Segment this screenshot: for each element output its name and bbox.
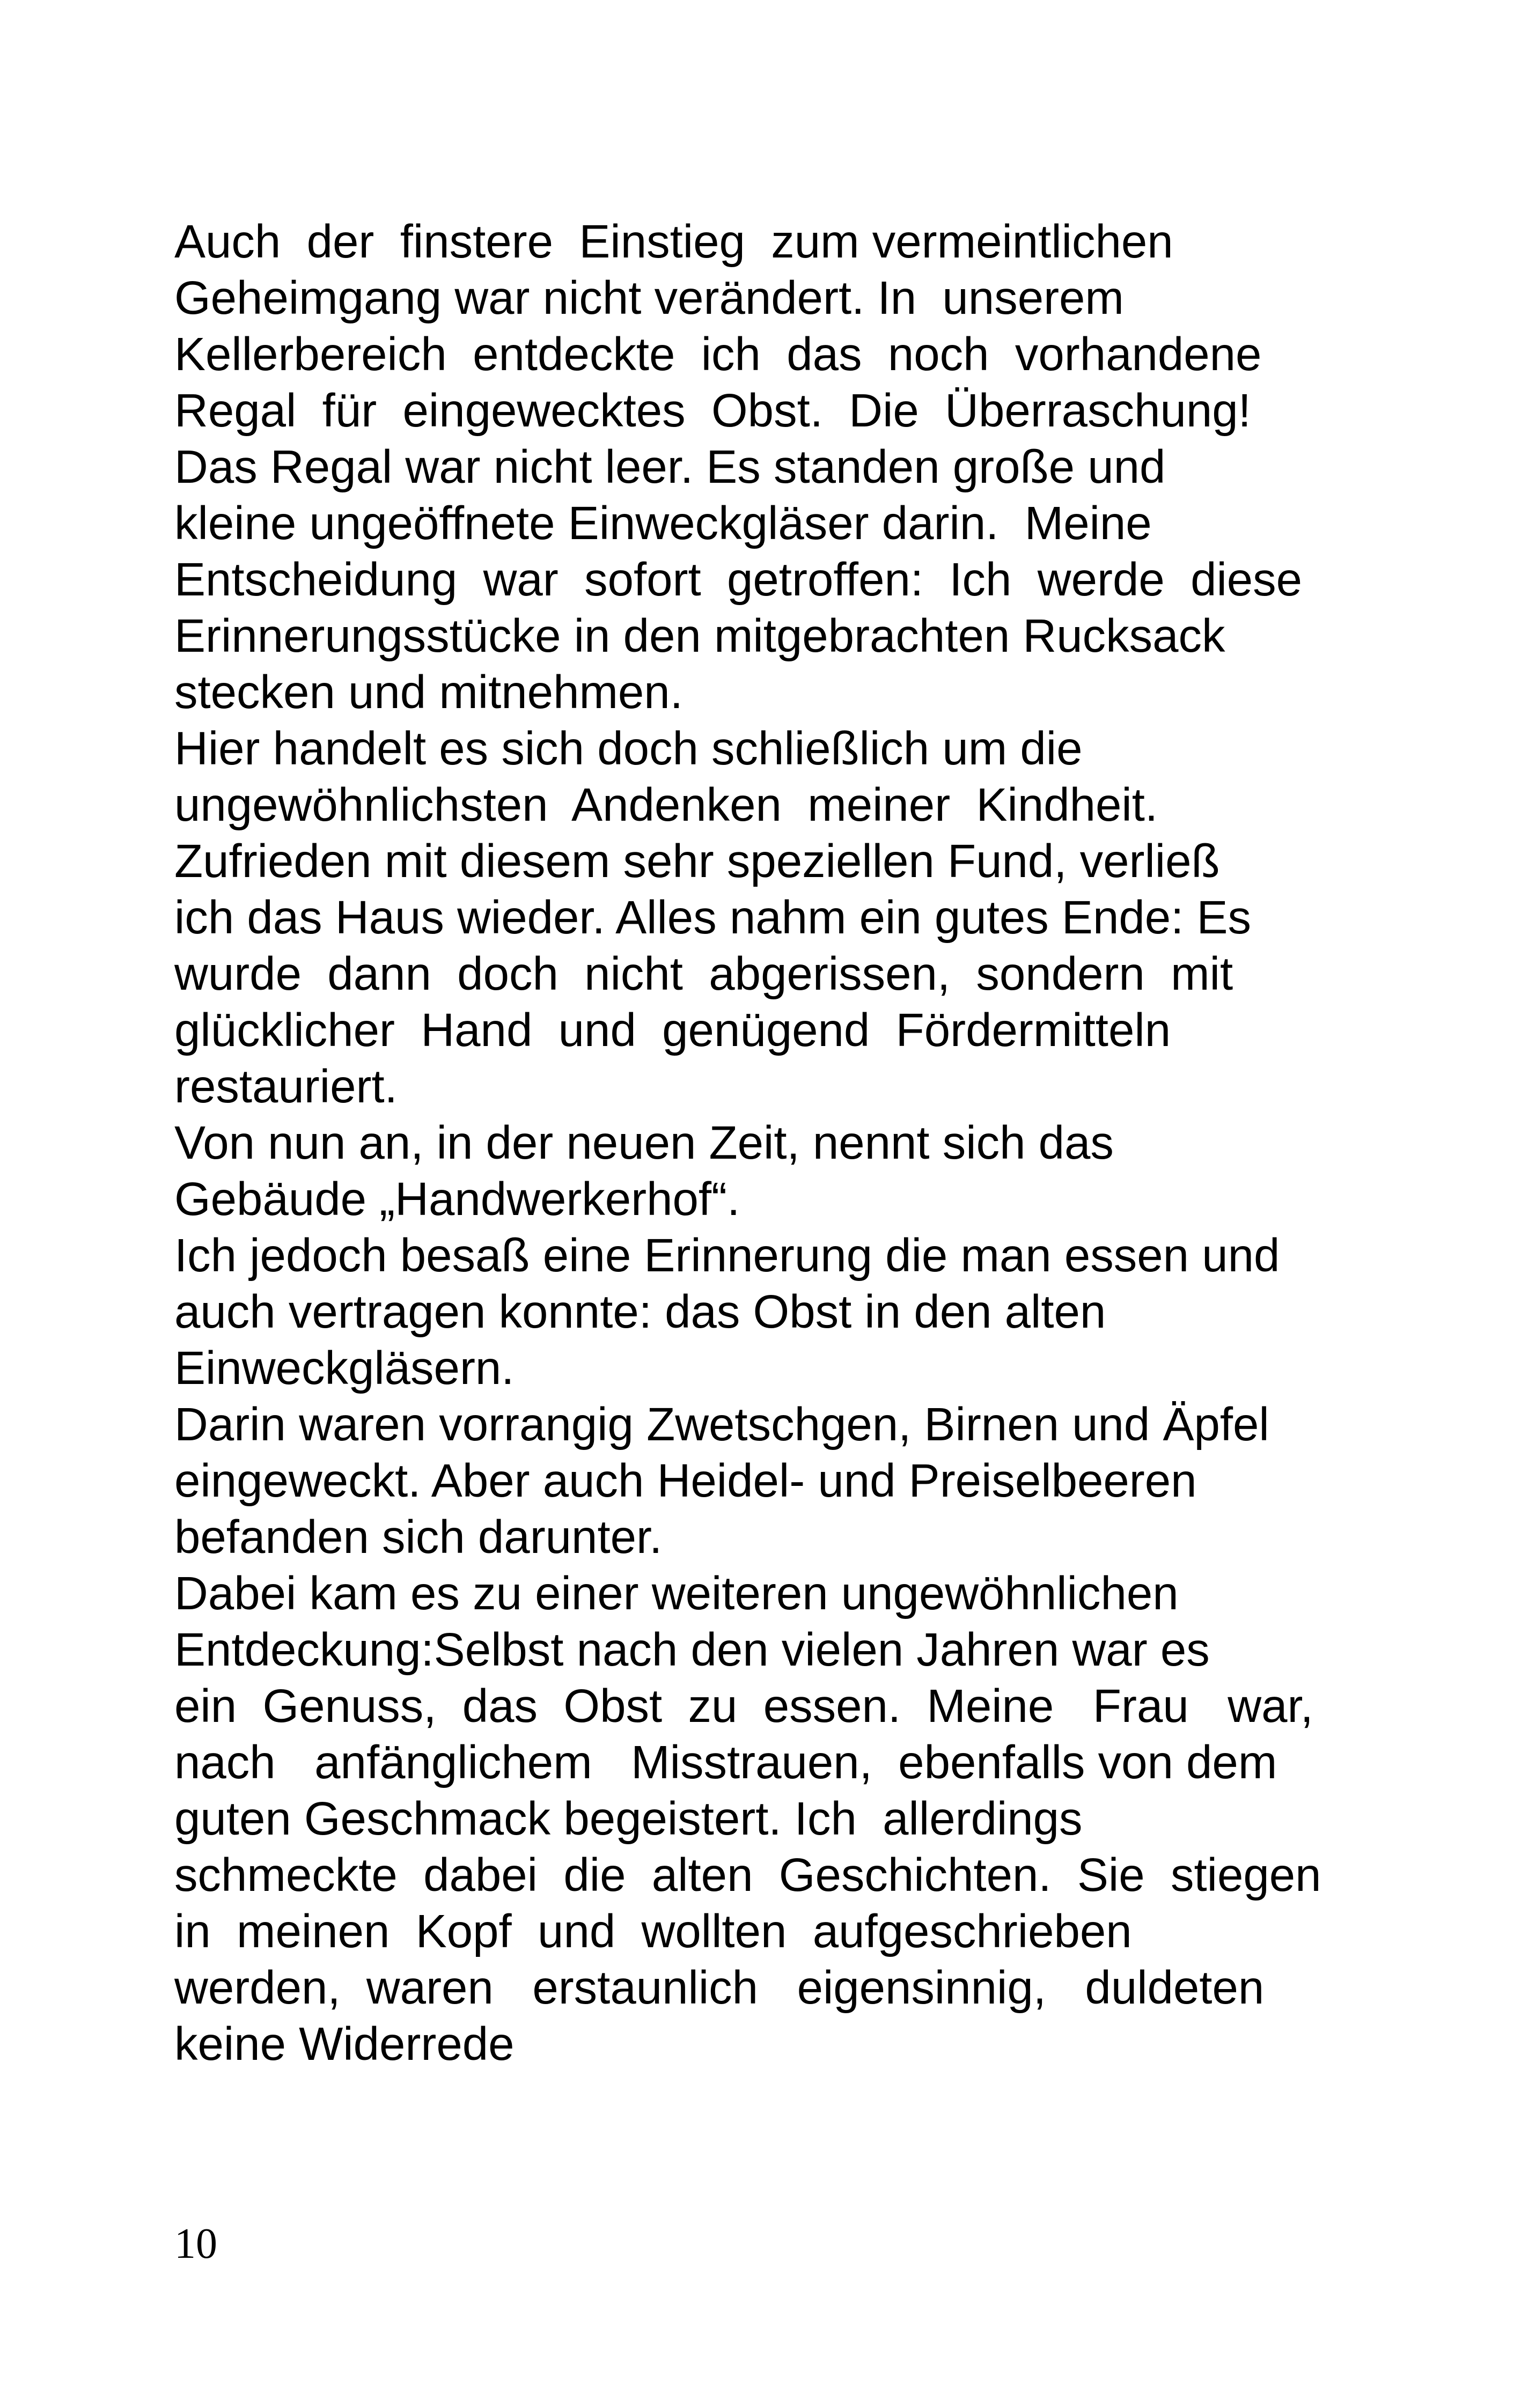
text-line: Gebäude „Handwerkerhof“. — [174, 1173, 740, 1225]
text-line: Auch der finstere Einstieg zum vermeintlichen — [174, 216, 1173, 268]
text-line: ein Genuss, das Obst zu essen. Meine Frau war, — [174, 1680, 1313, 1732]
text-line: Von nun an, in der neuen Zeit, nennt sich das — [174, 1117, 1114, 1169]
text-line: kleine ungeöffnete Einweckgläser darin. Meine — [174, 497, 1152, 549]
text-line: befanden sich darunter. — [174, 1511, 663, 1563]
text-line: Regal für eingewecktes Obst. Die Überraschung! — [174, 385, 1251, 437]
text-line: in meinen Kopf und wollten aufgeschrieben — [174, 1905, 1132, 1957]
text-line: auch vertragen konnte: das Obst in den alten — [174, 1286, 1106, 1338]
text-line: guten Geschmack begeistert. Ich allerdings — [174, 1793, 1083, 1845]
text-line: glücklicher Hand und genügend Fördermitteln — [174, 1004, 1171, 1056]
text-line: restauriert. — [174, 1061, 398, 1113]
text-line: stecken und mitnehmen. — [174, 666, 683, 718]
text-line: keine Widerrede — [174, 2018, 515, 2070]
text-line: werden, waren erstaunlich eigensinnig, duldeten — [174, 1962, 1265, 2014]
text-line: nach anfänglichem Misstrauen, ebenfalls von dem — [174, 1736, 1277, 1788]
text-line: Hier handelt es sich doch schließlich um die — [174, 723, 1083, 775]
text-line: Entdeckung:Selbst nach den vielen Jahren war es — [174, 1624, 1210, 1676]
text-line: Das Regal war nicht leer. Es standen große und — [174, 441, 1166, 493]
text-line: Zufrieden mit diesem sehr speziellen Fund, verließ — [174, 835, 1220, 887]
text-line: Erinnerungsstücke in den mitgebrachten Rucksack — [174, 610, 1225, 662]
text-line: eingeweckt. Aber auch Heidel- und Preiselbeeren — [174, 1455, 1197, 1507]
text-line: Kellerbereich entdeckte ich das noch vorhandene — [174, 328, 1262, 380]
page-number: 10 — [174, 2220, 217, 2267]
text-line: Geheimgang war nicht verändert. In unserem — [174, 272, 1124, 324]
body-text — [174, 213, 1349, 2072]
text-line: Dabei kam es zu einer weiteren ungewöhnlichen — [174, 1567, 1179, 1619]
text-line: schmeckte dabei die alten Geschichten. Sie stiegen — [174, 1849, 1321, 1901]
text-line: ich das Haus wieder. Alles nahm ein gutes Ende: Es — [174, 892, 1251, 944]
text-line: wurde dann doch nicht abgerissen, sondern mit — [174, 948, 1233, 1000]
text-line: ungewöhnlichsten Andenken meiner Kindheit. — [174, 779, 1158, 831]
text-line: Entscheidung war sofort getroffen: Ich werde diese — [174, 554, 1303, 606]
text-line: Einweckgläsern. — [174, 1342, 515, 1394]
text-line: Darin waren vorrangig Zwetschgen, Birnen und Äpfel — [174, 1398, 1269, 1450]
text-line: Ich jedoch besaß eine Erinnerung die man essen und — [174, 1229, 1280, 1282]
